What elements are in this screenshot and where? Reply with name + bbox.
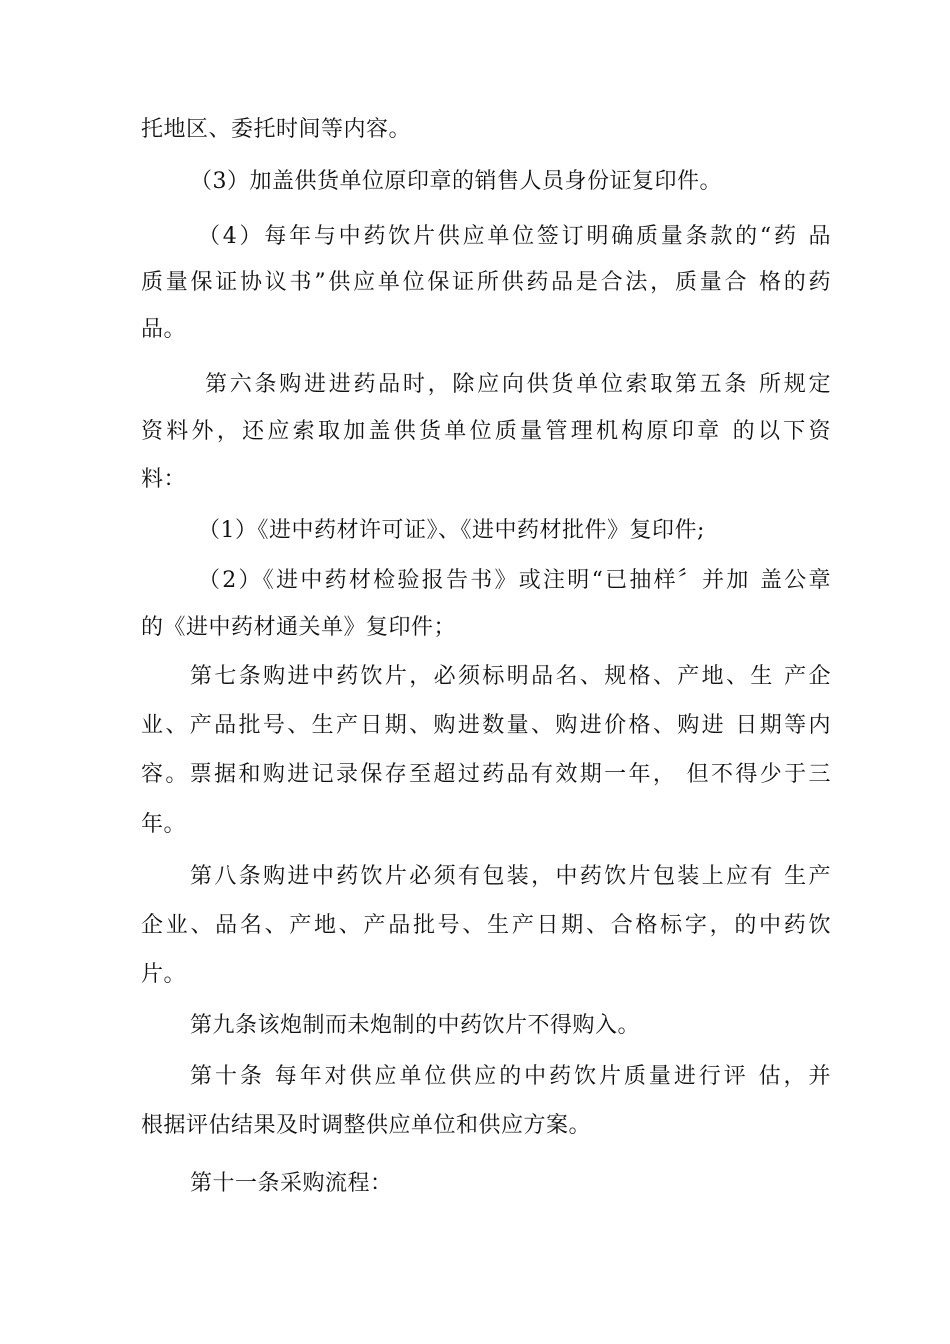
text-line-17: 企业、品名、产地、产品批号、生产日期、合格标字，的中药饮 <box>141 913 831 938</box>
text-line-9: （1）《进中药材许可证》、《进中药材批件》复印件; <box>198 518 705 543</box>
text-line-14: 容。票据和购进记录保存至超过药品有效期一年， 但不得少于三 <box>141 762 831 787</box>
text-line-12: 第七条购进中药饮片，必须标明品名、规格、产地、生 产企 <box>190 664 831 689</box>
text-line-11: 的《进中药材通关单》复印件； <box>141 615 457 640</box>
text-line-2: （3）加盖供货单位原印章的销售人员身份证复印件。 <box>190 169 722 194</box>
text-line-5: 品。 <box>141 317 187 342</box>
text-line-7: 资料外，还应索取加盖供货单位质量管理机构原印章 的以下资 <box>141 419 831 444</box>
text-line-3: （4）每年与中药饮片供应单位签订明确质量条款的“药 品 <box>198 224 831 249</box>
text-line-10: （2）《进中药材检验报告书》或注明“已抽样〞并加 盖公章 <box>198 568 831 593</box>
text-line-22: 第十一条采购流程： <box>190 1171 393 1196</box>
text-line-20: 第十条 每年对供应单位供应的中药饮片质量进行评 估，并 <box>190 1064 831 1089</box>
text-line-4: 质量保证协议书”供应单位保证所供药品是合法，质量合 格的药 <box>141 270 831 295</box>
text-line-19: 第九条该炮制而未炮制的中药饮片不得购入。 <box>190 1013 641 1038</box>
text-line-18: 片。 <box>141 962 187 987</box>
text-line-1: 托地区、委托时间等内容。 <box>141 117 412 142</box>
text-line-13: 业、产品批号、生产日期、购进数量、购进价格、购进 日期等内 <box>141 713 831 738</box>
text-line-8: 料： <box>141 467 187 492</box>
text-line-21: 根据评估结果及时调整供应单位和供应方案。 <box>141 1113 592 1138</box>
text-line-15: 年。 <box>141 812 187 837</box>
text-line-6: 第六条购进进药品时，除应向供货单位索取第五条 所规定 <box>205 372 831 397</box>
text-line-16: 第八条购进中药饮片必须有包装，中药饮片包装上应有 生产 <box>190 864 831 889</box>
